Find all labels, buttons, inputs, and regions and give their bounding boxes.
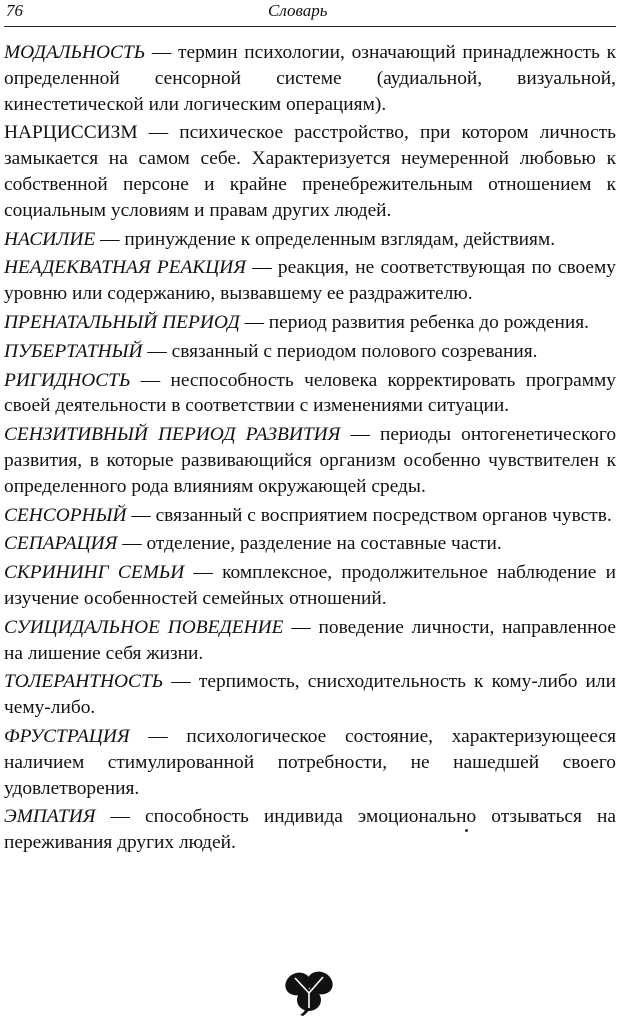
glossary-term: ЭМПАТИЯ bbox=[4, 806, 96, 828]
glossary-term: СКРИНИНГ СЕМЬИ bbox=[4, 562, 185, 584]
glossary-entry bbox=[4, 422, 616, 499]
glossary-entry bbox=[4, 531, 616, 557]
glossary-term: ФРУСТРАЦИЯ bbox=[4, 725, 130, 747]
glossary-definition: — принуждение к определенным взглядам, действиям. bbox=[95, 228, 556, 250]
glossary-term: СЕПАРАЦИЯ bbox=[4, 533, 118, 555]
glossary-definition: — психическое расстройство, при котором личность замыкается на самом себе. Характеризуется неумеренной любовью к собственной персоне и крайне пренебрежительным отношением к социальным условиям и правам других людей. bbox=[4, 122, 616, 221]
glossary-term: НАСИЛИЕ bbox=[4, 228, 96, 250]
glossary-entry bbox=[4, 724, 616, 801]
clover-ornament-icon bbox=[283, 966, 335, 1016]
glossary-definition: — способность индивида эмоционально отзываться на переживания других людей. bbox=[4, 806, 616, 854]
glossary-definition: — неспособность человека корректировать программу своей деятельности в соответствии с изменениями ситуации. bbox=[4, 369, 616, 417]
glossary-entries bbox=[4, 40, 616, 859]
glossary-entry bbox=[4, 227, 616, 253]
glossary-term: СЕНЗИТИВНЫЙ ПЕРИОД РАЗВИТИЯ bbox=[4, 424, 341, 446]
stray-dot bbox=[465, 829, 468, 832]
glossary-entry bbox=[4, 255, 616, 307]
glossary-entry bbox=[4, 120, 616, 223]
glossary-definition: — связанный с восприятием посредством органов чувств. bbox=[126, 504, 612, 526]
page-header bbox=[4, 0, 616, 27]
glossary-definition: — связанный с периодом полового созревания. bbox=[142, 340, 538, 362]
glossary-term: ПУБЕРТАТНЫЙ bbox=[4, 340, 143, 362]
glossary-entry bbox=[4, 669, 616, 721]
glossary-term: НЕАДЕКВАТНАЯ РЕАКЦИЯ bbox=[4, 257, 247, 279]
glossary-entry bbox=[4, 804, 616, 856]
page-number: 76 bbox=[6, 1, 23, 20]
glossary-definition: — комплексное, продолжительное наблюдение и изучение особенностей семейных отношений. bbox=[4, 562, 616, 609]
glossary-term: СУИЦИДАЛЬНОЕ ПОВЕДЕНИЕ bbox=[4, 616, 284, 638]
glossary-term: РИГИДНОСТЬ bbox=[4, 369, 131, 391]
glossary-definition: — психологическое состояние, характеризующееся наличием стимулированной потребности, не нашедшей своего удовлетворения. bbox=[4, 725, 616, 799]
glossary-term: ПРЕНАТАЛЬНЫЙ ПЕРИОД bbox=[4, 311, 240, 333]
glossary-definition: — реакция, не соответствующая по своему уровню или содержанию, вызвавшему ее раздражителю. bbox=[4, 257, 616, 305]
glossary-definition: — поведение личности, направленное на лишение себя жизни. bbox=[4, 616, 616, 664]
running-title: Словарь bbox=[268, 1, 328, 20]
glossary-term: МОДАЛЬНОСТЬ bbox=[4, 42, 146, 63]
glossary-definition: — термин психологии, означающий принадлежность к определенной сенсорной системе (аудиальной, визуальной, кинестетической или логическим операциям). bbox=[4, 42, 616, 115]
glossary-entry bbox=[4, 368, 616, 420]
glossary-definition: — терпимость, снисходительность к кому-либо или чему-либо. bbox=[4, 671, 616, 719]
glossary-definition: — периоды онтогенетического развития, в которые развивающийся организм особенно чувствителен к определенного рода влияниям окружающей среды. bbox=[4, 424, 617, 497]
glossary-definition: — период развития ребенка до рождения. bbox=[239, 311, 590, 333]
glossary-entry bbox=[4, 310, 616, 336]
glossary-term: ТОЛЕРАНТНОСТЬ bbox=[4, 671, 164, 693]
glossary-term: НАРЦИССИЗМ bbox=[4, 122, 138, 144]
glossary-definition: — отделение, разделение на составные части. bbox=[117, 533, 502, 555]
glossary-term: СЕНСОРНЫЙ bbox=[4, 504, 127, 526]
glossary-entry bbox=[4, 339, 616, 365]
glossary-entry bbox=[4, 615, 616, 667]
glossary-entry bbox=[4, 40, 616, 117]
glossary-entry bbox=[4, 560, 616, 612]
glossary-entry bbox=[4, 503, 616, 529]
